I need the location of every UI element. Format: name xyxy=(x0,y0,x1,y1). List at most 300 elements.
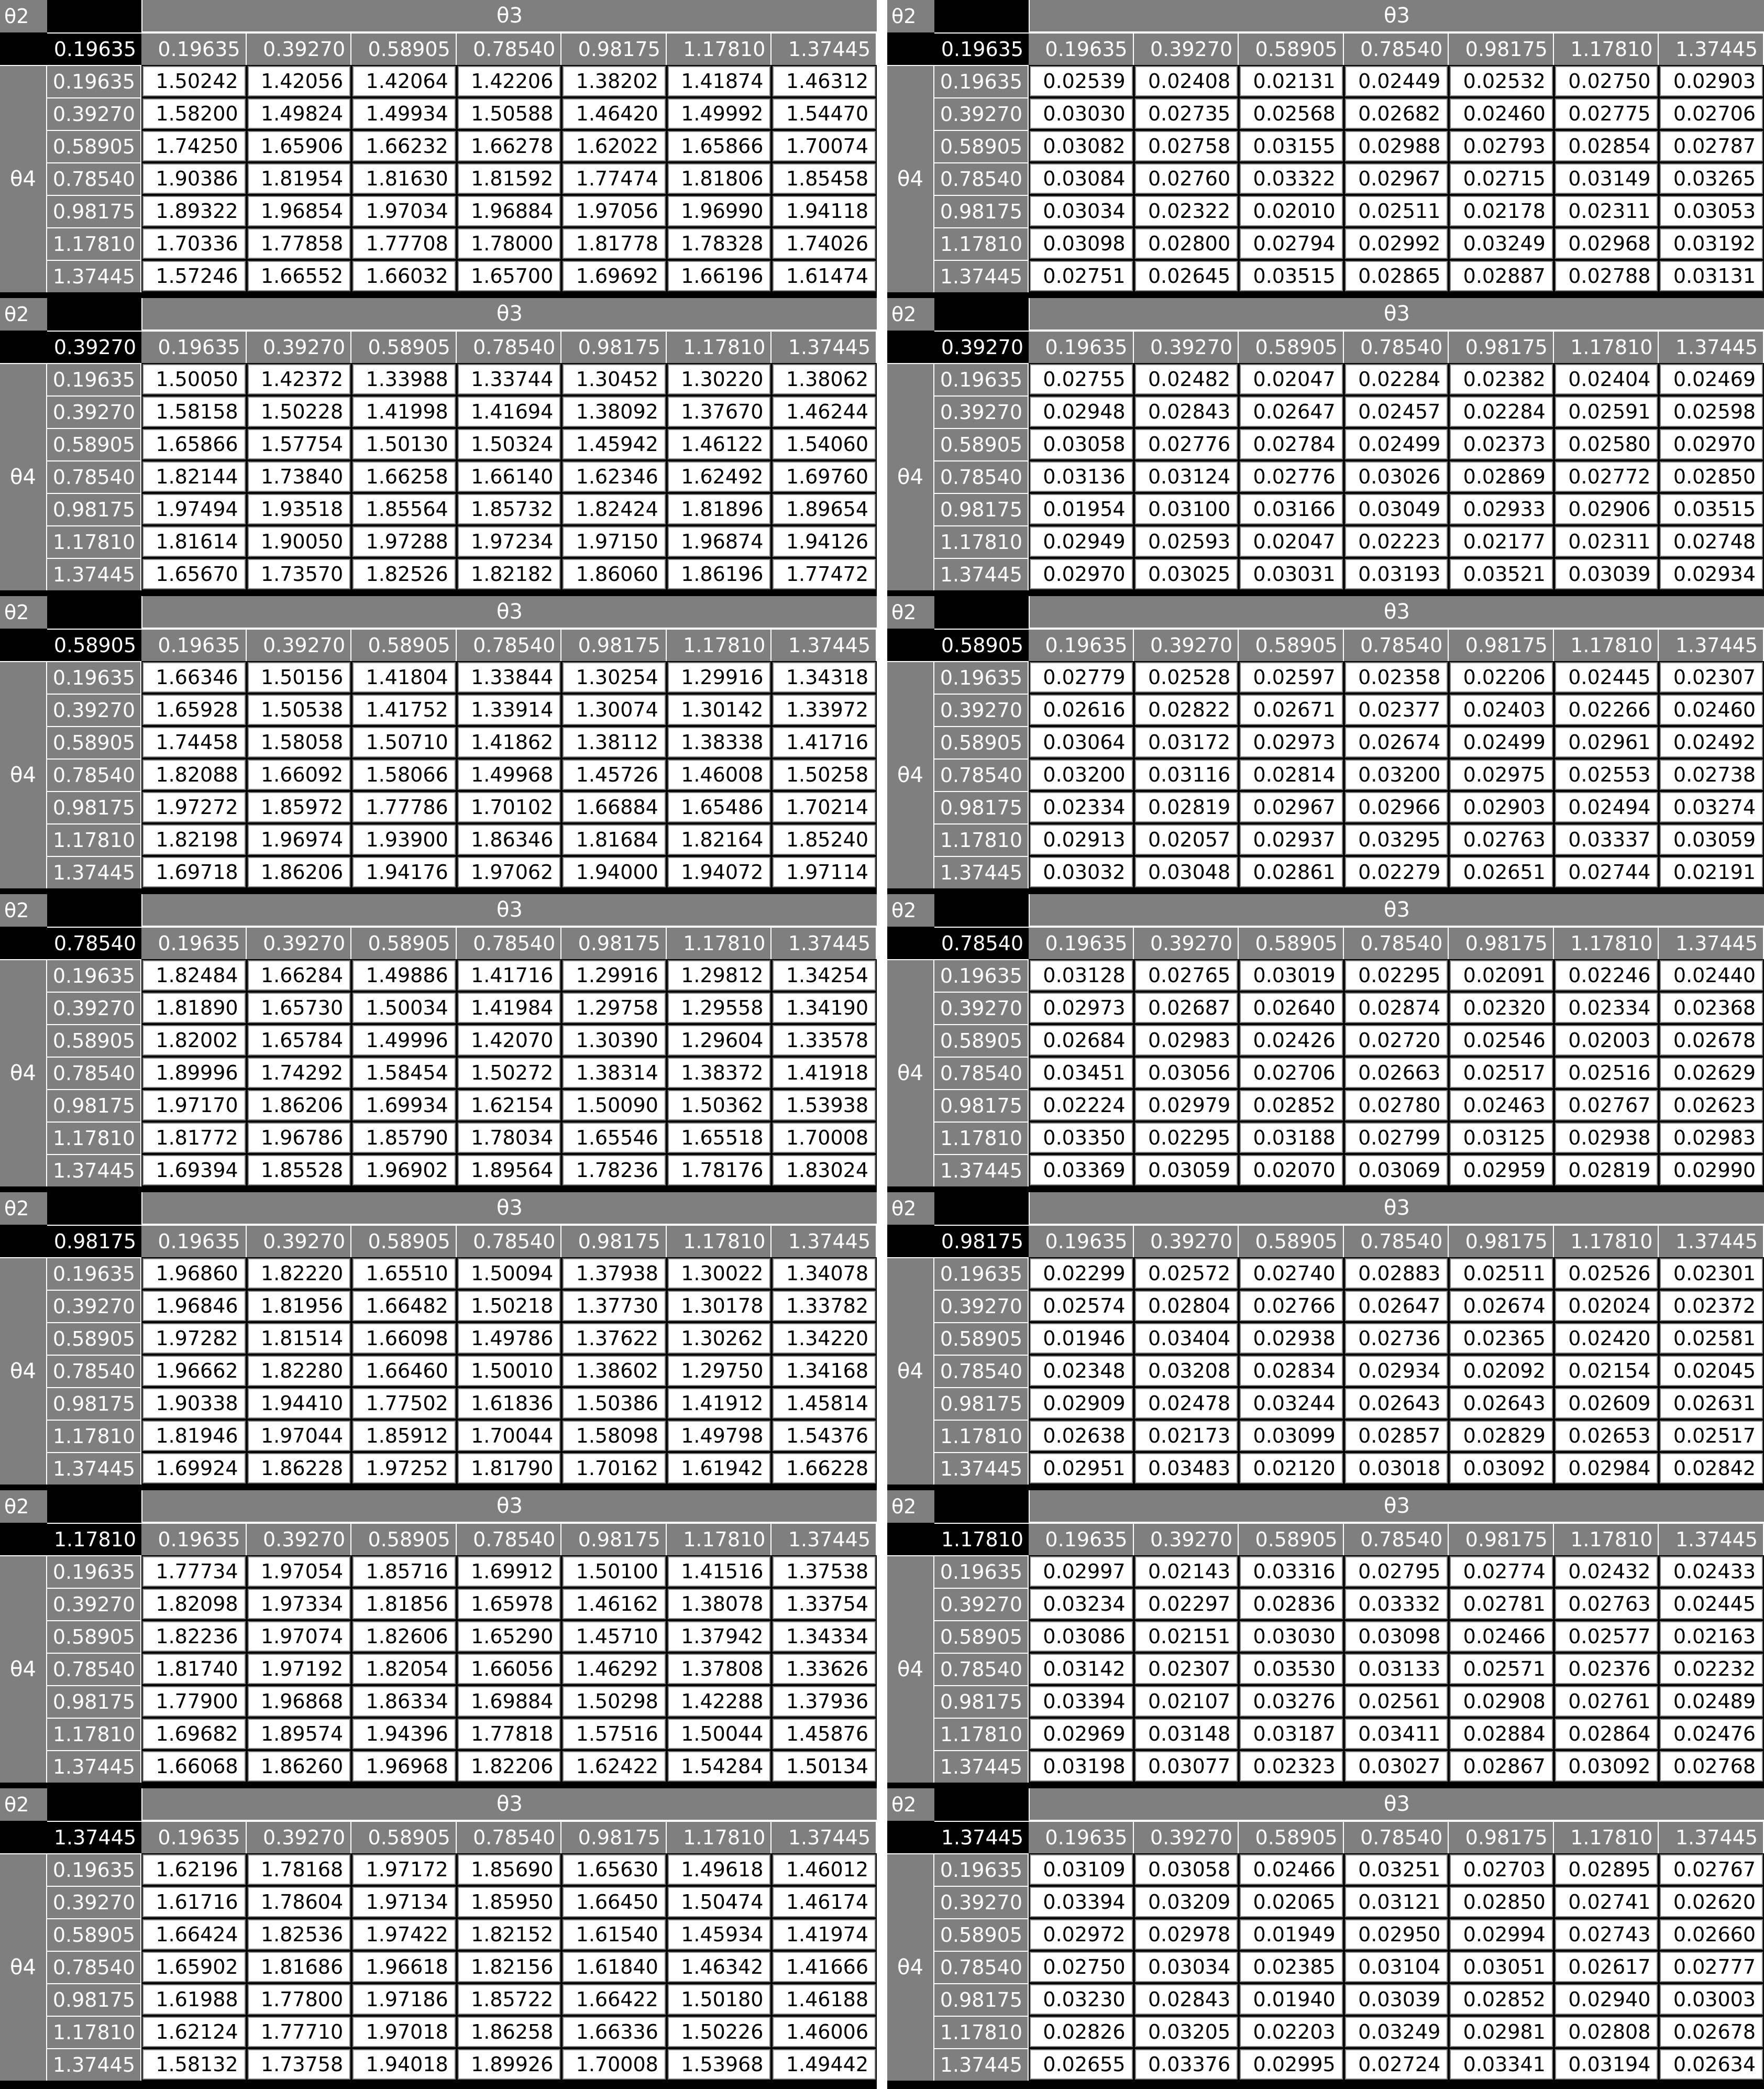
table-cell: 0.03142 xyxy=(1029,1653,1134,1685)
table-cell: 1.82526 xyxy=(351,558,457,590)
theta2-value: 0.58905 xyxy=(934,629,1029,661)
table-cell: 1.38314 xyxy=(561,1057,667,1089)
table-cell: 0.02561 xyxy=(1344,1685,1449,1718)
table-cell: 0.03092 xyxy=(1554,1750,1659,1783)
table-cell: 0.02107 xyxy=(1134,1685,1239,1718)
table-row xyxy=(887,1154,1764,1186)
table-cell: 1.41752 xyxy=(351,694,457,726)
theta3-column-header: 0.39270 xyxy=(1134,331,1239,363)
table-cell: 0.02819 xyxy=(1554,1154,1659,1186)
theta4-row-header: 0.39270 xyxy=(47,992,141,1024)
table-cell: 0.02580 xyxy=(1554,428,1659,460)
theta3-column-header: 1.17810 xyxy=(667,32,772,65)
theta2-value: 0.78540 xyxy=(934,927,1029,959)
table-cell: 1.78604 xyxy=(247,1886,352,1918)
table-cell: 0.03249 xyxy=(1344,2016,1449,2048)
table-cell: 0.02724 xyxy=(1344,2048,1449,2081)
theta4-row-header: 0.19635 xyxy=(47,661,141,694)
table-cell: 0.03121 xyxy=(1344,1886,1449,1918)
table-cell: 1.78000 xyxy=(457,227,562,260)
table-cell: 0.02449 xyxy=(1344,65,1449,97)
table-row xyxy=(0,959,877,992)
corner-spacer xyxy=(934,298,1029,331)
table-cell: 1.96968 xyxy=(351,1750,457,1783)
table-cell: 0.03332 xyxy=(1344,1588,1449,1620)
table-cell: 0.02903 xyxy=(1659,65,1764,97)
table-cell: 1.65730 xyxy=(247,992,352,1024)
table-cell: 1.41804 xyxy=(351,661,457,694)
table-cell: 0.02640 xyxy=(1239,992,1344,1024)
table-cell: 0.03019 xyxy=(1239,959,1344,992)
table-cell: 1.65510 xyxy=(351,1257,457,1290)
table-cell: 0.03059 xyxy=(1659,823,1764,856)
table-cell: 1.97018 xyxy=(351,2016,457,2048)
table-cell: 0.02643 xyxy=(1344,1387,1449,1420)
table-cell: 0.01940 xyxy=(1239,1983,1344,2016)
theta4-row-header: 1.17810 xyxy=(934,1122,1029,1154)
table-cell: 0.02348 xyxy=(1029,1355,1134,1387)
table-cell: 0.02408 xyxy=(1134,65,1239,97)
table-cell: 0.02266 xyxy=(1554,694,1659,726)
table-cell: 0.02295 xyxy=(1344,959,1449,992)
theta4-row-header: 0.78540 xyxy=(934,162,1029,195)
table-row xyxy=(0,1555,877,1588)
theta3-column-header: 0.58905 xyxy=(351,32,457,65)
table-cell: 0.02178 xyxy=(1449,195,1554,227)
table-cell: 1.57516 xyxy=(561,1718,667,1750)
table-cell: 0.03133 xyxy=(1344,1653,1449,1685)
table-cell: 1.49886 xyxy=(351,959,457,992)
table-cell: 1.50362 xyxy=(667,1089,772,1122)
table-cell: 1.50090 xyxy=(561,1089,667,1122)
table-cell: 1.46162 xyxy=(561,1588,667,1620)
theta4-row-header: 0.98175 xyxy=(934,1685,1029,1718)
table-cell: 0.02045 xyxy=(1659,1355,1764,1387)
table-cell: 1.82236 xyxy=(141,1620,247,1653)
table-cell: 1.97062 xyxy=(457,856,562,888)
table-cell: 0.03172 xyxy=(1134,726,1239,758)
table-cell: 1.50100 xyxy=(561,1555,667,1588)
table-row xyxy=(0,260,877,292)
header-spacer xyxy=(0,629,47,661)
theta3-column-header: 0.19635 xyxy=(141,331,247,363)
table-cell: 0.02299 xyxy=(1029,1257,1134,1290)
table-cell: 1.38202 xyxy=(561,65,667,97)
theta3-header: θ3 xyxy=(141,1788,877,1821)
table-cell: 0.02574 xyxy=(1029,1290,1134,1322)
theta3-header: θ3 xyxy=(141,596,877,629)
table-cell: 0.03098 xyxy=(1344,1620,1449,1653)
table-cell: 1.77734 xyxy=(141,1555,247,1588)
table-cell: 1.66056 xyxy=(457,1653,562,1685)
theta2-block xyxy=(0,894,877,1192)
table-row xyxy=(0,1122,877,1154)
table-cell: 0.02065 xyxy=(1239,1886,1344,1918)
table-cell: 0.02568 xyxy=(1239,97,1344,130)
corner-spacer xyxy=(47,1788,141,1821)
theta3-column-header: 0.19635 xyxy=(141,927,247,959)
table-cell: 1.81946 xyxy=(141,1420,247,1452)
table-cell: 0.03166 xyxy=(1239,493,1344,525)
theta3-column-header: 0.19635 xyxy=(1029,331,1134,363)
table-cell: 1.58200 xyxy=(141,97,247,130)
table-cell: 1.97186 xyxy=(351,1983,457,2016)
table-cell: 1.70214 xyxy=(771,791,877,823)
table-cell: 1.50272 xyxy=(457,1057,562,1089)
table-cell: 1.57246 xyxy=(141,260,247,292)
theta4-row-header: 0.19635 xyxy=(47,65,141,97)
table-cell: 0.02581 xyxy=(1659,1322,1764,1355)
table-cell: 1.30022 xyxy=(667,1257,772,1290)
theta4-row-header: 1.37445 xyxy=(934,1452,1029,1485)
table-cell: 1.85912 xyxy=(351,1420,457,1452)
theta3-column-header: 0.58905 xyxy=(1239,331,1344,363)
theta2-label: θ2 xyxy=(887,298,934,331)
table-cell: 1.86206 xyxy=(247,856,352,888)
table-cell: 1.77502 xyxy=(351,1387,457,1420)
theta2-label: θ2 xyxy=(887,1788,934,1821)
table-cell: 1.78328 xyxy=(667,227,772,260)
theta3-column-header: 0.19635 xyxy=(141,1821,247,1853)
table-cell: 0.02671 xyxy=(1239,694,1344,726)
table-cell: 1.41874 xyxy=(667,65,772,97)
table-cell: 0.03092 xyxy=(1449,1452,1554,1485)
data-table xyxy=(887,1192,1764,1485)
table-cell: 0.02674 xyxy=(1344,726,1449,758)
theta3-header: θ3 xyxy=(141,1490,877,1523)
table-row xyxy=(0,460,877,493)
theta3-column-header: 0.78540 xyxy=(457,1225,562,1257)
table-cell: 1.50242 xyxy=(141,65,247,97)
theta2-block xyxy=(887,1788,1764,2086)
table-row xyxy=(887,856,1764,888)
theta3-column-header: 0.78540 xyxy=(1344,331,1449,363)
left-table-panel xyxy=(0,0,877,2089)
table-cell: 1.97044 xyxy=(247,1420,352,1452)
table-cell: 1.82424 xyxy=(561,493,667,525)
table-cell: 1.82144 xyxy=(141,460,247,493)
table-cell: 1.30142 xyxy=(667,694,772,726)
theta3-column-header: 0.39270 xyxy=(1134,1225,1239,1257)
theta4-row-header: 0.98175 xyxy=(47,195,141,227)
table-cell: 0.02678 xyxy=(1659,2016,1764,2048)
table-cell: 0.02320 xyxy=(1449,992,1554,1024)
data-table xyxy=(0,1192,877,1485)
table-row xyxy=(887,525,1764,558)
table-cell: 1.42288 xyxy=(667,1685,772,1718)
theta3-column-header: 0.19635 xyxy=(1029,927,1134,959)
table-cell: 0.02246 xyxy=(1554,959,1659,992)
table-cell: 1.77900 xyxy=(141,1685,247,1718)
theta4-row-header: 1.17810 xyxy=(934,525,1029,558)
table-cell: 1.58454 xyxy=(351,1057,457,1089)
table-cell: 0.02938 xyxy=(1554,1122,1659,1154)
table-cell: 1.50538 xyxy=(247,694,352,726)
theta4-row-header: 1.17810 xyxy=(934,1718,1029,1750)
table-row xyxy=(887,558,1764,590)
theta2-value: 0.78540 xyxy=(47,927,141,959)
table-row xyxy=(0,1718,877,1750)
theta4-row-header: 0.98175 xyxy=(934,493,1029,525)
table-cell: 1.46008 xyxy=(667,758,772,791)
theta4-label: θ4 xyxy=(0,363,47,590)
table-cell: 1.94072 xyxy=(667,856,772,888)
theta2-value: 0.39270 xyxy=(47,331,141,363)
table-cell: 0.02307 xyxy=(1659,661,1764,694)
theta3-column-header: 0.78540 xyxy=(457,629,562,661)
table-cell: 1.38338 xyxy=(667,726,772,758)
table-cell: 1.86260 xyxy=(247,1750,352,1783)
table-cell: 1.96662 xyxy=(141,1355,247,1387)
corner-spacer xyxy=(47,1490,141,1523)
table-row xyxy=(887,130,1764,162)
table-cell: 1.66140 xyxy=(457,460,562,493)
table-cell: 0.02376 xyxy=(1554,1653,1659,1685)
theta4-row-header: 0.58905 xyxy=(47,1620,141,1653)
table-row xyxy=(0,1322,877,1355)
theta3-column-header: 1.37445 xyxy=(1659,1821,1764,1853)
theta4-label: θ4 xyxy=(887,363,934,590)
table-cell: 1.94410 xyxy=(247,1387,352,1420)
table-cell: 1.70008 xyxy=(561,2048,667,2081)
table-cell: 0.02634 xyxy=(1659,2048,1764,2081)
table-cell: 1.33626 xyxy=(771,1653,877,1685)
table-cell: 1.30178 xyxy=(667,1290,772,1322)
table-row xyxy=(887,1886,1764,1918)
table-cell: 0.02598 xyxy=(1659,395,1764,428)
table-cell: 1.89322 xyxy=(141,195,247,227)
table-cell: 0.02120 xyxy=(1239,1452,1344,1485)
table-cell: 0.02834 xyxy=(1239,1355,1344,1387)
table-cell: 0.02761 xyxy=(1554,1685,1659,1718)
theta3-column-header: 0.98175 xyxy=(561,32,667,65)
table-cell: 0.02850 xyxy=(1449,1886,1554,1918)
table-cell: 1.30220 xyxy=(667,363,772,395)
table-cell: 0.02653 xyxy=(1554,1420,1659,1452)
table-cell: 0.03039 xyxy=(1344,1983,1449,2016)
theta4-row-header: 0.58905 xyxy=(47,1322,141,1355)
table-cell: 1.41918 xyxy=(771,1057,877,1089)
table-cell: 1.29916 xyxy=(667,661,772,694)
table-cell: 1.77818 xyxy=(457,1718,562,1750)
theta2-value: 0.98175 xyxy=(47,1225,141,1257)
table-cell: 0.02970 xyxy=(1659,428,1764,460)
table-cell: 0.02857 xyxy=(1344,1420,1449,1452)
table-row xyxy=(0,1750,877,1783)
table-cell: 0.02715 xyxy=(1449,162,1554,195)
table-cell: 1.82206 xyxy=(457,1750,562,1783)
table-cell: 1.50710 xyxy=(351,726,457,758)
corner-spacer xyxy=(47,894,141,927)
table-cell: 0.03018 xyxy=(1344,1452,1449,1485)
table-cell: 1.33744 xyxy=(457,363,562,395)
table-cell: 1.96974 xyxy=(247,823,352,856)
table-cell: 1.33972 xyxy=(771,694,877,726)
table-cell: 0.03077 xyxy=(1134,1750,1239,1783)
table-cell: 0.02720 xyxy=(1344,1024,1449,1057)
theta4-row-header: 0.39270 xyxy=(934,97,1029,130)
theta3-column-header: 0.58905 xyxy=(351,1821,457,1853)
table-row xyxy=(0,1355,877,1387)
table-row xyxy=(887,1355,1764,1387)
panel-divider xyxy=(877,0,887,2089)
table-row xyxy=(887,395,1764,428)
table-row xyxy=(0,428,877,460)
table-row xyxy=(0,992,877,1024)
table-cell: 0.03027 xyxy=(1344,1750,1449,1783)
theta4-row-header: 0.39270 xyxy=(934,1290,1029,1322)
data-table xyxy=(0,298,877,590)
table-cell: 1.50218 xyxy=(457,1290,562,1322)
table-cell: 0.02295 xyxy=(1134,1122,1239,1154)
table-cell: 1.30452 xyxy=(561,363,667,395)
table-cell: 1.37538 xyxy=(771,1555,877,1588)
theta3-header: θ3 xyxy=(1029,596,1764,629)
table-cell: 0.03188 xyxy=(1239,1122,1344,1154)
table-cell: 0.03205 xyxy=(1134,2016,1239,2048)
table-row xyxy=(887,1057,1764,1089)
table-cell: 1.97054 xyxy=(247,1555,352,1588)
table-cell: 1.65290 xyxy=(457,1620,562,1653)
table-cell: 0.02793 xyxy=(1449,130,1554,162)
table-cell: 1.96990 xyxy=(667,195,772,227)
table-cell: 1.46006 xyxy=(771,2016,877,2048)
table-row xyxy=(0,1886,877,1918)
table-cell: 0.03032 xyxy=(1029,856,1134,888)
data-table xyxy=(887,596,1764,888)
table-cell: 0.02003 xyxy=(1554,1024,1659,1057)
theta4-row-header: 1.37445 xyxy=(47,1452,141,1485)
table-cell: 0.02284 xyxy=(1449,395,1554,428)
table-cell: 1.66228 xyxy=(771,1452,877,1485)
table-cell: 0.02532 xyxy=(1449,65,1554,97)
table-cell: 0.02163 xyxy=(1659,1620,1764,1653)
table-cell: 1.33914 xyxy=(457,694,562,726)
table-cell: 0.02861 xyxy=(1239,856,1344,888)
theta3-column-header: 0.78540 xyxy=(457,331,562,363)
table-cell: 0.02511 xyxy=(1344,195,1449,227)
table-row xyxy=(887,1024,1764,1057)
table-cell: 0.02970 xyxy=(1029,558,1134,590)
table-cell: 0.02758 xyxy=(1134,130,1239,162)
theta3-column-header: 0.78540 xyxy=(1344,32,1449,65)
table-cell: 1.74458 xyxy=(141,726,247,758)
table-cell: 1.74292 xyxy=(247,1057,352,1089)
table-cell: 1.77858 xyxy=(247,227,352,260)
table-cell: 1.61942 xyxy=(667,1452,772,1485)
table-row xyxy=(887,758,1764,791)
theta2-value: 0.19635 xyxy=(934,32,1029,65)
table-cell: 1.46292 xyxy=(561,1653,667,1685)
table-row xyxy=(0,758,877,791)
table-row xyxy=(0,1420,877,1452)
table-row xyxy=(887,694,1764,726)
table-cell: 1.70074 xyxy=(771,130,877,162)
theta3-column-header: 0.39270 xyxy=(247,331,352,363)
table-cell: 1.49786 xyxy=(457,1322,562,1355)
theta4-row-header: 0.19635 xyxy=(934,65,1029,97)
table-cell: 0.02800 xyxy=(1134,227,1239,260)
theta2-label: θ2 xyxy=(887,0,934,32)
table-cell: 1.65670 xyxy=(141,558,247,590)
theta3-column-header: 1.17810 xyxy=(667,927,772,959)
table-cell: 0.02864 xyxy=(1554,1718,1659,1750)
theta3-column-header: 0.19635 xyxy=(141,1225,247,1257)
table-cell: 0.03209 xyxy=(1134,1886,1239,1918)
table-cell: 0.02779 xyxy=(1029,661,1134,694)
theta4-row-header: 0.19635 xyxy=(47,1555,141,1588)
table-cell: 1.57754 xyxy=(247,428,352,460)
table-cell: 0.02961 xyxy=(1554,726,1659,758)
table-cell: 1.81956 xyxy=(247,1290,352,1322)
table-cell: 1.77786 xyxy=(351,791,457,823)
table-cell: 1.29750 xyxy=(667,1355,772,1387)
table-cell: 1.33782 xyxy=(771,1290,877,1322)
theta3-column-header: 0.19635 xyxy=(1029,1821,1134,1853)
table-cell: 0.02884 xyxy=(1449,1718,1554,1750)
theta3-column-header: 0.19635 xyxy=(141,629,247,661)
table-cell: 0.03193 xyxy=(1344,558,1449,590)
table-row xyxy=(0,1057,877,1089)
table-cell: 1.49968 xyxy=(457,758,562,791)
data-table xyxy=(887,894,1764,1186)
theta4-row-header: 1.37445 xyxy=(47,856,141,888)
table-cell: 0.03058 xyxy=(1134,1853,1239,1886)
table-row xyxy=(0,558,877,590)
theta4-row-header: 0.78540 xyxy=(934,1355,1029,1387)
table-cell: 0.03124 xyxy=(1134,460,1239,493)
table-row xyxy=(0,791,877,823)
table-cell: 1.82054 xyxy=(351,1653,457,1685)
table-cell: 1.78168 xyxy=(247,1853,352,1886)
table-cell: 0.02593 xyxy=(1134,525,1239,558)
table-cell: 0.03155 xyxy=(1239,130,1344,162)
table-cell: 1.81890 xyxy=(141,992,247,1024)
table-cell: 1.54470 xyxy=(771,97,877,130)
theta3-column-header: 1.37445 xyxy=(771,1821,877,1853)
table-cell: 0.03058 xyxy=(1029,428,1134,460)
table-row xyxy=(887,791,1764,823)
table-cell: 1.49798 xyxy=(667,1420,772,1452)
theta3-column-header: 0.58905 xyxy=(1239,1225,1344,1257)
table-cell: 1.38112 xyxy=(561,726,667,758)
table-cell: 0.02819 xyxy=(1134,791,1239,823)
table-cell: 1.50050 xyxy=(141,363,247,395)
theta4-row-header: 0.39270 xyxy=(47,1290,141,1322)
theta4-row-header: 0.19635 xyxy=(934,1853,1029,1886)
table-row xyxy=(887,1983,1764,2016)
table-cell: 1.69718 xyxy=(141,856,247,888)
table-cell: 0.02763 xyxy=(1449,823,1554,856)
table-cell: 0.03031 xyxy=(1239,558,1344,590)
table-cell: 0.03249 xyxy=(1449,227,1554,260)
table-row xyxy=(887,2016,1764,2048)
table-cell: 1.53968 xyxy=(667,2048,772,2081)
data-table xyxy=(0,0,877,292)
table-cell: 1.82152 xyxy=(457,1918,562,1951)
table-cell: 1.70336 xyxy=(141,227,247,260)
theta4-row-header: 0.98175 xyxy=(47,1685,141,1718)
theta4-row-header: 0.58905 xyxy=(934,1620,1029,1653)
table-row xyxy=(887,992,1764,1024)
theta4-row-header: 0.58905 xyxy=(47,130,141,162)
table-cell: 1.66196 xyxy=(667,260,772,292)
theta4-row-header: 0.98175 xyxy=(47,791,141,823)
table-cell: 1.66032 xyxy=(351,260,457,292)
theta3-header: θ3 xyxy=(1029,1490,1764,1523)
table-row xyxy=(887,65,1764,97)
table-cell: 0.02750 xyxy=(1029,1951,1134,1983)
